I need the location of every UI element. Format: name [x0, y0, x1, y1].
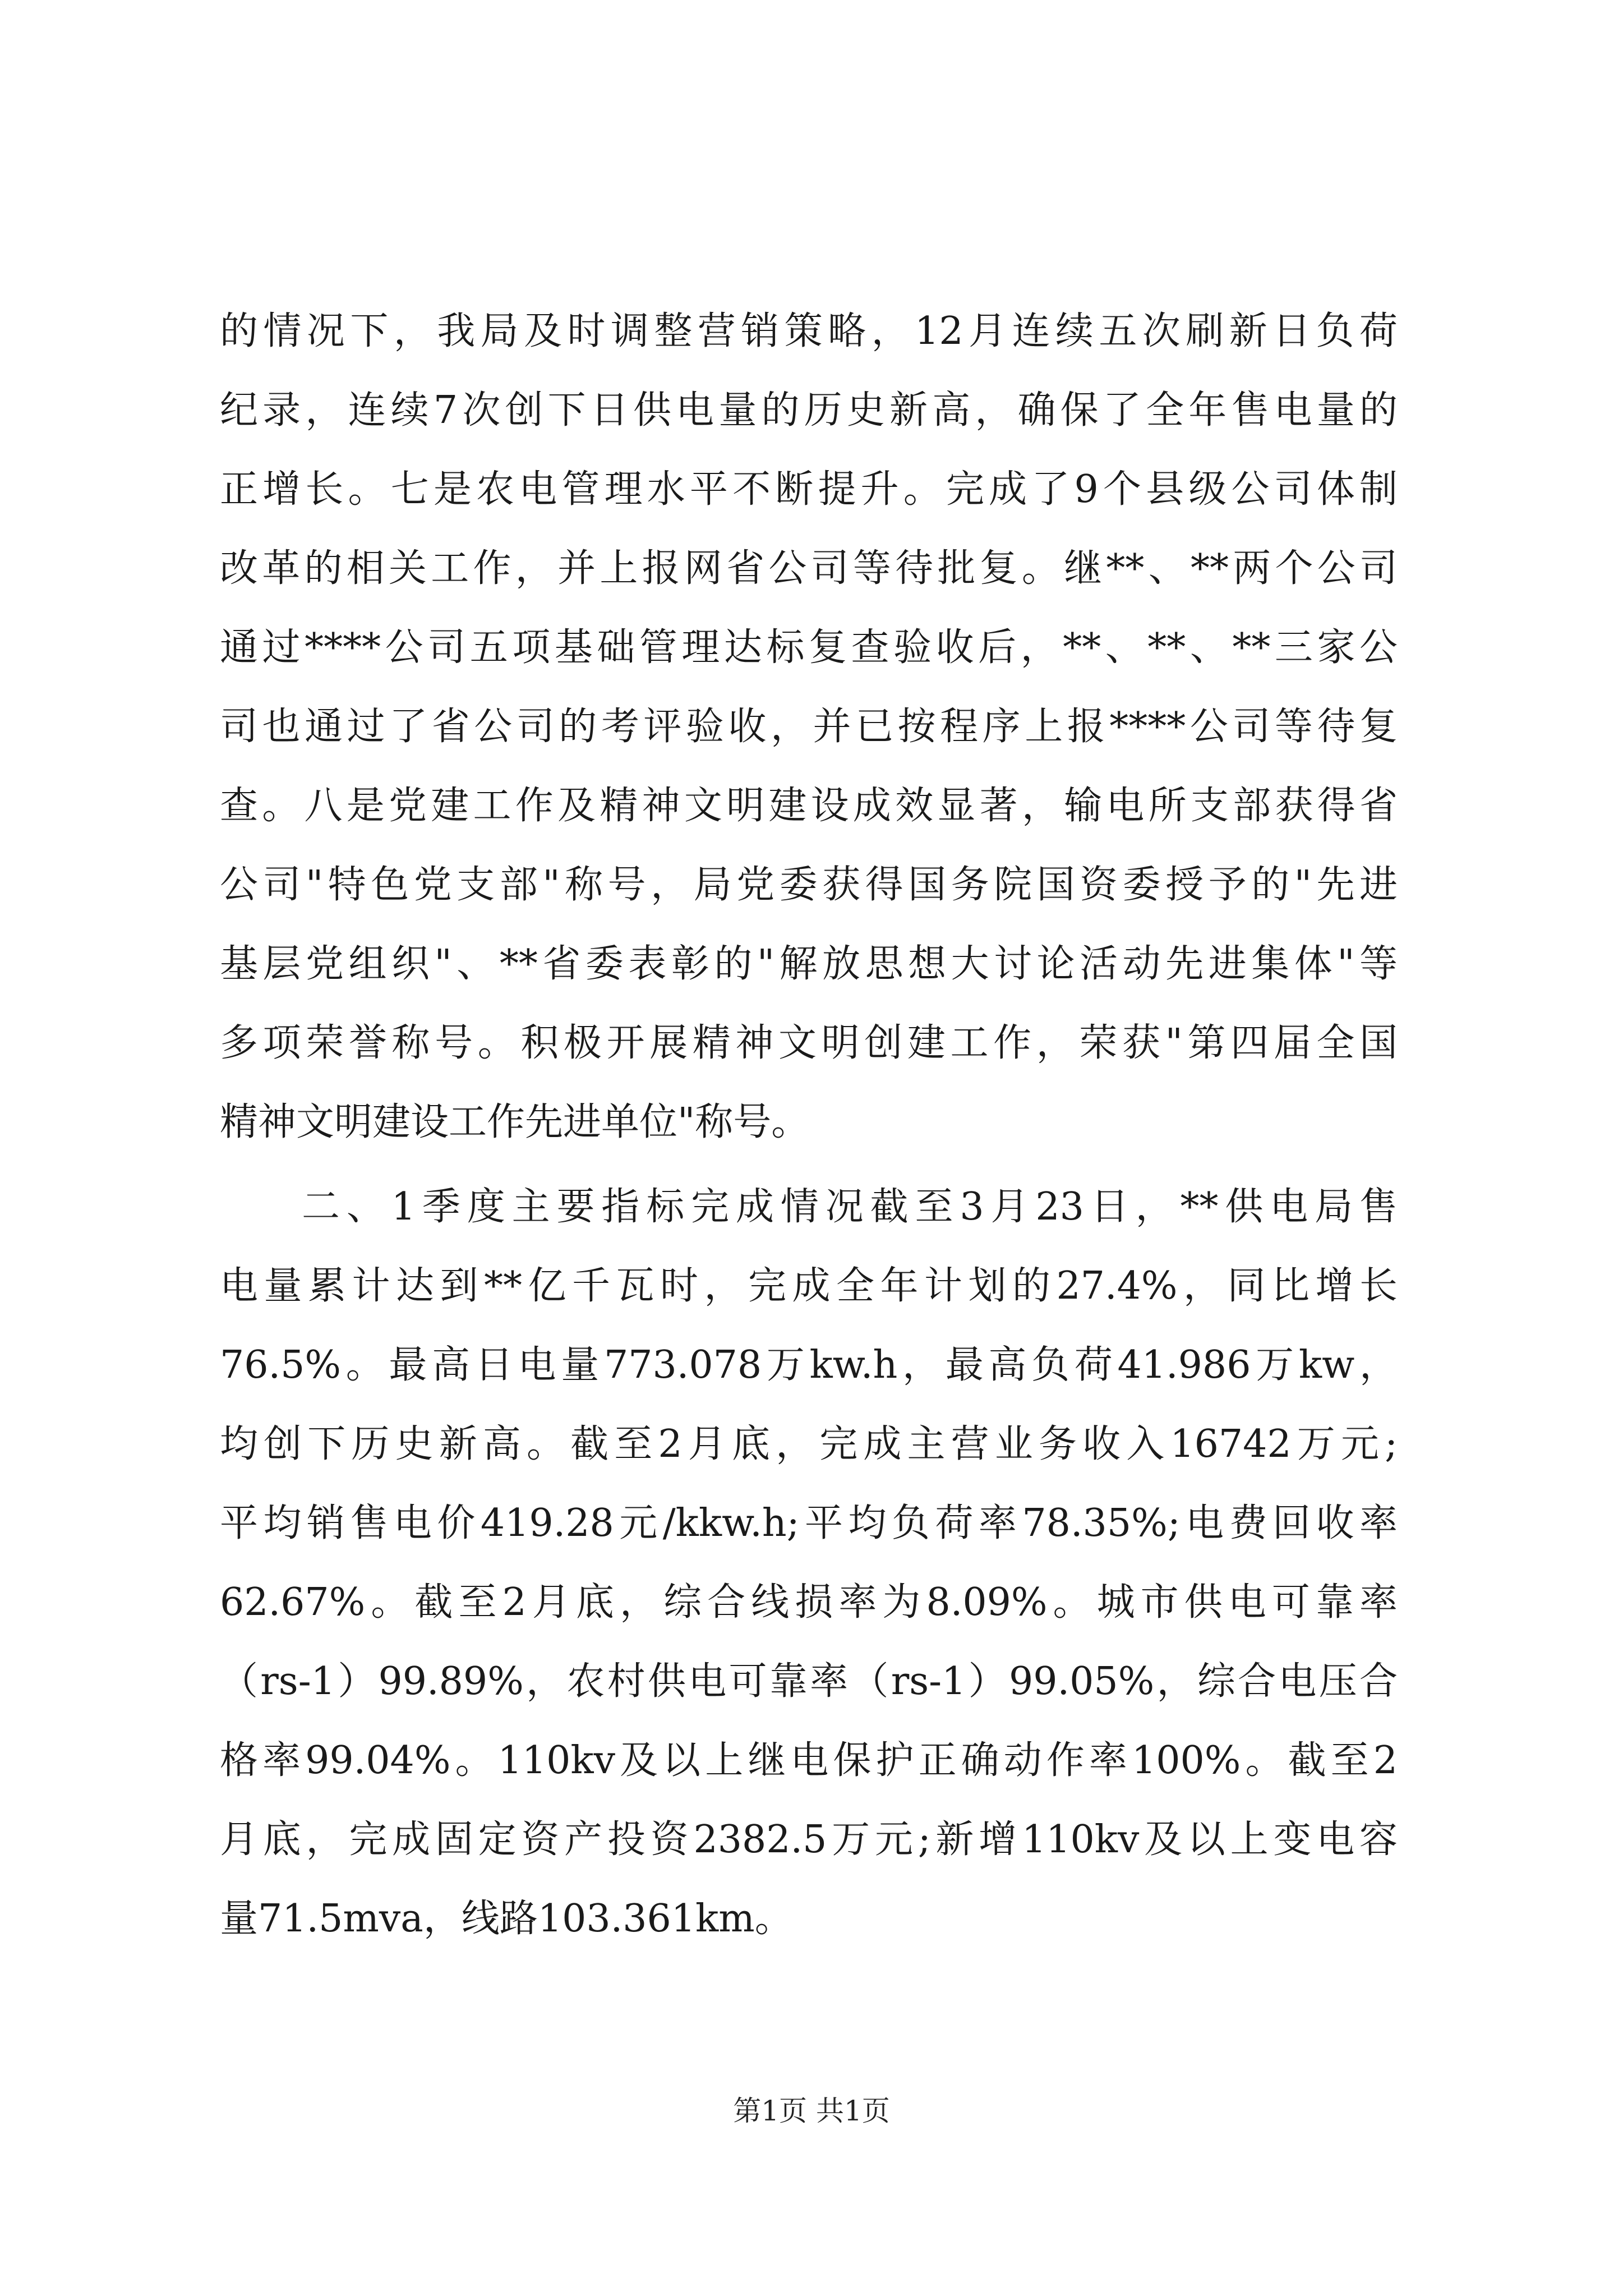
paragraph-1 [220, 292, 1398, 1162]
text-line: 查。八是党建工作及精神文明建设成效显著，输电所支部获得省 [220, 784, 1398, 828]
text-line: 二、1季度主要指标完成情况截至3月23日，**供电局售 [302, 1185, 1398, 1229]
text-line: 均创下历史新高。截至2月底，完成主营业务收入16742万元; [220, 1422, 1398, 1466]
text-line: 格率99.04%。110kv及以上继电保护正确动作率100%。截至2 [220, 1738, 1398, 1783]
text-line: 司也通过了省公司的考评验收，并已按程序上报****公司等待复 [220, 705, 1398, 749]
text-line: 公司"特色党支部"称号，局党委获得国务院国资委授予的"先进 [220, 863, 1398, 907]
text-line: 月底，完成固定资产投资2382.5万元;新增110kv及以上变电容 [220, 1818, 1398, 1862]
text-line: 正增长。七是农电管理水平不断提升。完成了9个县级公司体制 [220, 467, 1398, 512]
text-line: 平均销售电价419.28元/kkw.h;平均负荷率78.35%;电费回收率 [220, 1501, 1398, 1545]
paragraph-spacer [220, 1162, 1398, 1167]
text-line: （rs-1）99.89%，农村供电可靠率（rs-1）99.05%，综合电压合 [220, 1659, 1398, 1704]
page-footer [0, 2091, 1623, 2131]
text-line: 多项荣誉称号。积极开展精神文明创建工作，荣获"第四届全国 [220, 1021, 1398, 1065]
text-line: 量71.5mva，线路103.361km。 [220, 1897, 793, 1941]
text-line: 电量累计达到**亿千瓦时，完成全年计划的27.4%，同比增长 [220, 1264, 1398, 1308]
document-body [220, 292, 1398, 1958]
text-line: 通过****公司五项基础管理达标复查验收后，**、**、**三家公 [220, 625, 1398, 670]
paragraph-2 [220, 1167, 1398, 1958]
text-line: 改革的相关工作，并上报网省公司等待批复。继**、**两个公司 [220, 546, 1398, 591]
page-number-label: 第1页 共1页 [733, 2095, 890, 2127]
text-line: 76.5%。最高日电量773.078万kw.h，最高负荷41.986万kw， [220, 1343, 1398, 1387]
text-line: 62.67%。截至2月底，综合线损率为8.09%。城市供电可靠率 [220, 1580, 1398, 1625]
text-line: 基层党组织"、**省委表彰的"解放思想大讨论活动先进集体"等 [220, 942, 1398, 986]
text-line: 的情况下，我局及时调整营销策略，12月连续五次刷新日负荷 [220, 309, 1398, 353]
text-line: 精神文明建设工作先进单位"称号。 [220, 1100, 810, 1144]
text-line: 纪录，连续7次创下日供电量的历史新高，确保了全年售电量的 [220, 388, 1398, 432]
